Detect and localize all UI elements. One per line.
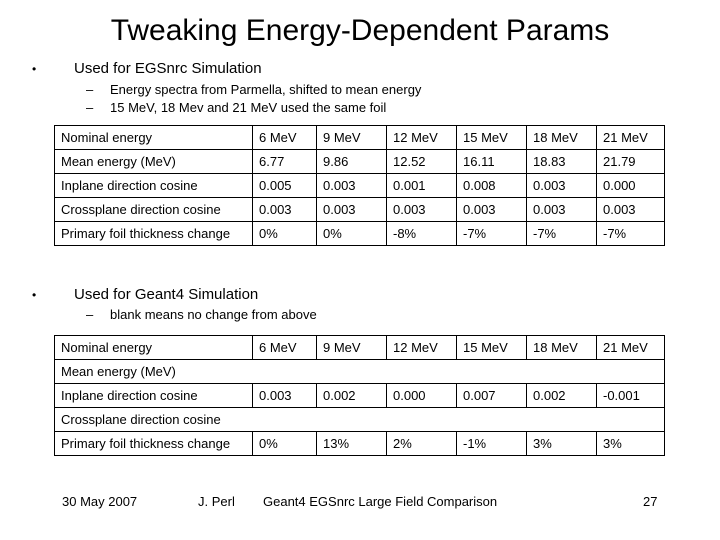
table-row (55, 360, 665, 384)
table-cell: 12.52 (387, 150, 457, 174)
table-cell: 0.002 (317, 384, 387, 408)
table-cell: 6 MeV (253, 336, 317, 360)
table-cell: -7% (597, 222, 665, 246)
table-cell: 13% (317, 432, 387, 456)
table-row (55, 126, 665, 150)
table-cell: 0.000 (387, 384, 457, 408)
row-label: Crossplane direction cosine (55, 198, 253, 222)
row-label: Crossplane direction cosine (55, 408, 665, 432)
table-cell: 0.003 (457, 198, 527, 222)
footer-date: 30 May 2007 (62, 494, 138, 509)
table-cell: -8% (387, 222, 457, 246)
row-label: Inplane direction cosine (55, 174, 253, 198)
table-cell: 6 MeV (253, 126, 317, 150)
table-cell: 21.79 (597, 150, 665, 174)
table-row (55, 432, 665, 456)
table-cell: 3% (597, 432, 665, 456)
sub-bullet-text: blank means no change from above (110, 307, 317, 322)
table-cell: -7% (527, 222, 597, 246)
geant4-params-table (54, 335, 665, 456)
table-cell: 21 MeV (597, 336, 665, 360)
table-cell: 0.003 (253, 384, 317, 408)
table-row (55, 384, 665, 408)
table-cell: 9.86 (317, 150, 387, 174)
footer-author: J. Perl (198, 494, 235, 509)
table-cell: 21 MeV (597, 126, 665, 150)
row-label: Mean energy (MeV) (55, 150, 253, 174)
slide-title: Tweaking Energy-Dependent Params (110, 14, 610, 47)
table-row (55, 150, 665, 174)
table-cell: 0.003 (317, 174, 387, 198)
table-cell: -1% (457, 432, 527, 456)
table-cell: 12 MeV (387, 336, 457, 360)
table-cell: -0.001 (597, 384, 665, 408)
bullet-text: Used for EGSnrc Simulation (74, 60, 262, 77)
table-cell: 6.77 (253, 150, 317, 174)
table-cell: 0.002 (527, 384, 597, 408)
table-cell: 0.005 (253, 174, 317, 198)
table-cell: 0.003 (317, 198, 387, 222)
table-cell: 0% (317, 222, 387, 246)
table-cell: 0.007 (457, 384, 527, 408)
table-cell: 18 MeV (527, 336, 597, 360)
table-cell: 15 MeV (457, 336, 527, 360)
table-cell: 0% (253, 222, 317, 246)
table-cell: 3% (527, 432, 597, 456)
bullet-text: Used for Geant4 Simulation (74, 286, 259, 303)
sub-bullet-marker: – (86, 82, 94, 97)
table-cell: 0.003 (527, 174, 597, 198)
table-cell: 12 MeV (387, 126, 457, 150)
bullet-marker: • (32, 288, 37, 302)
sub-bullet-text: 15 MeV, 18 Mev and 21 MeV used the same foil (110, 100, 387, 115)
row-label: Inplane direction cosine (55, 384, 253, 408)
row-label: Primary foil thickness change (55, 222, 253, 246)
table-cell: 18 MeV (527, 126, 597, 150)
table-cell: 9 MeV (317, 336, 387, 360)
table-row (55, 336, 665, 360)
row-label: Mean energy (MeV) (55, 360, 665, 384)
table-cell: 18.83 (527, 150, 597, 174)
table-cell: 0.008 (457, 174, 527, 198)
row-label: Nominal energy (55, 336, 253, 360)
page-number: 27 (643, 494, 658, 509)
sub-bullet-marker: – (86, 100, 94, 115)
row-label: Nominal energy (55, 126, 253, 150)
table-cell: 0.000 (597, 174, 665, 198)
table-cell: 2% (387, 432, 457, 456)
table-row (55, 198, 665, 222)
table-cell: -7% (457, 222, 527, 246)
table-cell: 0.001 (387, 174, 457, 198)
footer-title: Geant4 EGSnrc Large Field Comparison (263, 494, 498, 509)
table-cell: 0% (253, 432, 317, 456)
table-cell: 0.003 (387, 198, 457, 222)
sub-bullet-marker: – (86, 307, 94, 322)
egsnrc-params-table (54, 125, 665, 246)
table-cell: 0.003 (253, 198, 317, 222)
table-row (55, 222, 665, 246)
table-cell: 15 MeV (457, 126, 527, 150)
table-cell: 9 MeV (317, 126, 387, 150)
table-cell: 16.11 (457, 150, 527, 174)
row-label: Primary foil thickness change (55, 432, 253, 456)
table-row (55, 174, 665, 198)
table-row (55, 408, 665, 432)
table-cell: 0.003 (597, 198, 665, 222)
table-cell: 0.003 (527, 198, 597, 222)
bullet-marker: • (32, 62, 37, 76)
sub-bullet-text: Energy spectra from Parmella, shifted to mean energy (110, 82, 422, 97)
